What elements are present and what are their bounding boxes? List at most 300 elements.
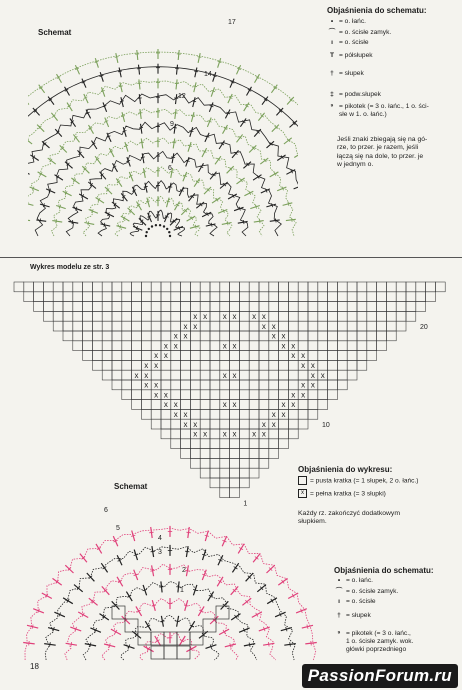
grid-cell: [210, 351, 220, 361]
grid-cell: [347, 341, 357, 351]
grid-cell: [24, 292, 34, 302]
stitch-bar: [211, 223, 212, 227]
grid-x-mark: x: [144, 370, 149, 380]
base-block: [164, 646, 177, 659]
grid-cell: [181, 341, 191, 351]
stitch-mark: [143, 168, 145, 178]
grid-cell: [318, 302, 328, 312]
stitch-bar: [175, 68, 179, 69]
grid-cell: [386, 311, 396, 321]
grid-cell: [298, 400, 308, 410]
stitch-bar: [259, 219, 260, 223]
grid-cell: [141, 311, 151, 321]
grid-cell: [171, 370, 181, 380]
grid-cell: [141, 390, 151, 400]
grid-cell: [92, 351, 102, 361]
grid-cell: [171, 419, 181, 429]
grid-cell: [181, 390, 191, 400]
grid-cell: [269, 429, 279, 439]
grid-cell: [141, 341, 151, 351]
grid-cell: [406, 311, 416, 321]
grid-cell: [122, 360, 132, 370]
grid-cell: [83, 282, 93, 292]
grid-cell: [337, 380, 347, 390]
grid-cell: [151, 321, 161, 331]
chain-dot: [151, 225, 153, 227]
stitch-mark: [198, 53, 200, 63]
grid-x-mark: x: [281, 410, 286, 419]
grid-cell: [259, 370, 269, 380]
grid-cell: [63, 282, 73, 292]
grid-cell: [288, 282, 298, 292]
grid-cell: [190, 302, 200, 312]
grid-cell: [279, 370, 289, 380]
grid-cell: [151, 341, 161, 351]
grid-cell: [426, 282, 436, 292]
grid-x-mark: x: [281, 331, 286, 341]
grid-cell: [386, 331, 396, 341]
grid-x-mark: x: [163, 341, 168, 351]
grid-x-mark: x: [154, 351, 159, 361]
grid-cell: [288, 370, 298, 380]
stitch-mark: [100, 72, 103, 82]
grid-cell: [200, 341, 210, 351]
top-note: Jeśli znaki zbiegają się na gó- rze, to przer. je razem, jeśli łączą się na dole, to przer. je w jednym o.: [337, 136, 428, 169]
grid-cell: [230, 380, 240, 390]
grid-cell: [230, 302, 240, 312]
grid-cell: [34, 292, 44, 302]
grid-cell: [249, 468, 259, 478]
grid-cell: [288, 380, 298, 390]
grid-cell: [298, 292, 308, 302]
grid-cell: [230, 390, 240, 400]
grid-cell: [308, 321, 318, 331]
stitch-bar: [152, 605, 156, 606]
top-legend-item: [325, 103, 429, 119]
grid-cell: [396, 282, 406, 292]
grid-cell: [200, 321, 210, 331]
grid-x-mark: x: [271, 410, 276, 419]
grid-x-mark: x: [154, 361, 159, 370]
grid-cell: [210, 419, 220, 429]
grid-cell: [161, 370, 171, 380]
grid-cell: [73, 311, 83, 321]
grid-cell: [249, 400, 259, 410]
grid-cell: [220, 331, 230, 341]
grid-cell: [190, 458, 200, 468]
bottom-legend-symbol: †: [337, 612, 341, 619]
grid-cell: [249, 360, 259, 370]
grid-cell: [53, 321, 63, 331]
grid-cell: [259, 302, 269, 312]
grid-cell: [200, 380, 210, 390]
stitch-mark: [75, 65, 79, 74]
grid-cell: [259, 360, 269, 370]
grid-cell: [200, 400, 210, 410]
stitch-bar: [268, 642, 269, 646]
grid-x-mark: x: [291, 390, 296, 400]
stitch-mark: [176, 94, 177, 104]
grid-cell: [210, 478, 220, 488]
grid-cell: [377, 321, 387, 331]
top-legend-text: = podw.słupek: [339, 91, 381, 98]
grid-cell: [249, 321, 259, 331]
top-legend-symbol: •: [330, 18, 334, 25]
stitch-mark: [141, 124, 142, 134]
grid-cell: [239, 302, 249, 312]
stitch-mark: [232, 150, 239, 158]
grid-cell: [200, 468, 210, 478]
grid-cell: [141, 282, 151, 292]
grid-cell: [171, 311, 181, 321]
grid-cell: [43, 292, 53, 302]
grid-cell: [181, 311, 191, 321]
grid-cell: [406, 302, 416, 312]
row-number: 2: [182, 567, 186, 574]
grid-cell: [171, 380, 181, 390]
stitch-bar: [311, 641, 312, 645]
grid-cell: [367, 282, 377, 292]
grid-cell: [220, 380, 230, 390]
grid-cell: [151, 292, 161, 302]
stitch-mark: [176, 79, 177, 89]
grid-x-mark: x: [232, 312, 237, 321]
grid-x-mark: x: [222, 429, 227, 439]
grid-x-mark: x: [183, 331, 188, 341]
grid-x-mark: x: [222, 400, 227, 410]
stitch-bar: [88, 221, 89, 225]
grid-cell: [132, 292, 142, 302]
grid-cell: [279, 439, 289, 449]
bottom-legend-text: = słupek: [346, 612, 371, 619]
grid-cell: [200, 458, 210, 468]
grid-cell: [239, 331, 249, 341]
grid-cell: [112, 321, 122, 331]
stitch-mark: [167, 198, 170, 208]
grid-cell: [347, 282, 357, 292]
stitch-bar: [50, 642, 51, 646]
grid-cell: [190, 390, 200, 400]
grid-cell: [200, 449, 210, 459]
grid-cell: [200, 292, 210, 302]
grid-cell: [416, 292, 426, 302]
top-crochet-diagram: [28, 14, 298, 262]
grid-cell: [92, 302, 102, 312]
grid-cell: [269, 351, 279, 361]
top-legend-item: [325, 91, 381, 99]
grid-cell: [200, 390, 210, 400]
grid-cell: [83, 351, 93, 361]
grid-cell: [308, 390, 318, 400]
grid-cell: [239, 380, 249, 390]
grid-x-mark: x: [291, 400, 296, 410]
grid-cell: [73, 321, 83, 331]
grid-cell: [269, 341, 279, 351]
grid-cell: [161, 321, 171, 331]
stitch-bar: [292, 218, 293, 222]
grid-x-mark: x: [193, 429, 198, 439]
stitch-mark: [211, 87, 214, 96]
grid-cell: [171, 360, 181, 370]
grid-cell: [328, 311, 338, 321]
top-legend-item: [325, 52, 373, 60]
grid-cell: [239, 468, 249, 478]
grid-cell: [161, 409, 171, 419]
chain-dot: [169, 235, 171, 237]
grid-cell: [269, 390, 279, 400]
grid-cell: [279, 302, 289, 312]
bottom-legend-text: = o. łańc.: [346, 577, 373, 584]
grid-cell: [357, 292, 367, 302]
grid-cell: [249, 419, 259, 429]
grid-x-mark: x: [173, 400, 178, 410]
grid-cell: [102, 370, 112, 380]
grid-cell: [190, 409, 200, 419]
stitch-mark: [186, 157, 189, 166]
grid-cell: [318, 380, 328, 390]
grid-cell: [239, 321, 249, 331]
bottom-legend-item: [332, 630, 413, 655]
grid-cell: [239, 400, 249, 410]
grid-cell: [259, 292, 269, 302]
grid-cell: [386, 292, 396, 302]
stitch-mark: [213, 72, 216, 82]
grid-cell: [347, 311, 357, 321]
grid-cell: [132, 321, 142, 331]
grid-cell: [220, 360, 230, 370]
grid-cell: [357, 302, 367, 312]
section-divider-top: [0, 257, 462, 258]
grid-cell: [190, 282, 200, 292]
grid-cell: [63, 292, 73, 302]
stitch-mark: [88, 182, 96, 189]
grid-cell: [357, 351, 367, 361]
grid-cell: [328, 370, 338, 380]
grid-cell: [279, 360, 289, 370]
grid-cell: [141, 331, 151, 341]
stitch-mark: [270, 220, 280, 221]
stitch-bar: [146, 201, 150, 202]
grid-cell: [181, 370, 191, 380]
chain-dot: [146, 231, 148, 233]
grid-cell: [43, 282, 53, 292]
grid-cell: [337, 321, 347, 331]
grid-cell: [328, 360, 338, 370]
grid-cell: [318, 360, 328, 370]
grid-cell: [288, 292, 298, 302]
stitch-bar: [276, 219, 277, 223]
grid-cell: [161, 302, 171, 312]
stitch-bar: [193, 86, 197, 87]
grid-cell: [249, 458, 259, 468]
stitch-bar: [272, 203, 273, 207]
grid-cell: [279, 311, 289, 321]
grid-cell: [318, 292, 328, 302]
grid-cell: [112, 311, 122, 321]
grid-x-mark: x: [232, 429, 237, 439]
grid-cell: [102, 321, 112, 331]
grid-cell: [269, 439, 279, 449]
stitch-bar: [307, 625, 308, 629]
grid-cell: [279, 429, 289, 439]
grid-cell: [73, 331, 83, 341]
grid-cell: [220, 419, 230, 429]
chart-legend-empty: = pusta kratka (= 1 słupek, 2 o. łańc.): [298, 476, 419, 485]
grid-cell: [122, 341, 132, 351]
grid-cell: [190, 341, 200, 351]
stitch-bar: [150, 570, 154, 571]
grid-cell: [210, 439, 220, 449]
grid-cell: [161, 380, 171, 390]
grid-x-mark: x: [193, 321, 198, 331]
grid-cell: [288, 302, 298, 312]
grid-cell: [181, 449, 191, 459]
grid-cell: [151, 302, 161, 312]
grid-x-mark: x: [271, 419, 276, 429]
grid-cell: [83, 292, 93, 302]
grid-cell: [328, 341, 338, 351]
grid-cell: [288, 429, 298, 439]
grid-cell: [122, 292, 132, 302]
grid-row-number: 1: [243, 500, 248, 508]
bottom-legend-text: = o. ścisłe zamyk.: [346, 588, 399, 595]
grid-cell: [396, 302, 406, 312]
stitch-mark: [210, 172, 216, 180]
grid-cell: [298, 370, 308, 380]
stitch-mark: [68, 221, 78, 223]
stitch-bar: [288, 202, 289, 206]
grid-x-mark: x: [173, 410, 178, 419]
top-legend-symbol: †: [330, 70, 334, 77]
grid-cell: [318, 321, 328, 331]
grid-cell: [92, 331, 102, 341]
grid-cell: [181, 292, 191, 302]
stitch-bar: [138, 98, 142, 99]
stitch-bar: [142, 172, 146, 173]
grid-x-mark: x: [163, 390, 168, 400]
grid-cell: [220, 292, 230, 302]
stitch-bar: [109, 643, 110, 647]
chart-title: Wykres modelu ze str. 3: [30, 264, 110, 271]
grid-cell: [122, 370, 132, 380]
x-square-icon: x: [298, 489, 307, 498]
stitch-mark: [148, 213, 152, 222]
grid-cell: [239, 478, 249, 488]
grid-cell: [298, 302, 308, 312]
stitch-mark: [141, 139, 143, 149]
grid-x-mark: x: [261, 429, 266, 439]
grid-cell: [53, 302, 63, 312]
stitch-mark: [178, 50, 179, 60]
stitch-bar: [185, 551, 189, 552]
grid-cell: [347, 351, 357, 361]
grid-cell: [288, 331, 298, 341]
stitch-bar: [138, 113, 142, 114]
stitch-mark: [105, 187, 112, 194]
grid-cell: [132, 311, 142, 321]
stitch-bar: [227, 221, 228, 225]
grid-cell: [337, 360, 347, 370]
grid-cell: [230, 360, 240, 370]
grid-cell: [210, 302, 220, 312]
stitch-bar: [249, 643, 250, 647]
grid-cell: [102, 292, 112, 302]
grid-cell: [239, 292, 249, 302]
grid-cell: [112, 370, 122, 380]
stitch-bar: [90, 643, 91, 647]
grid-cell: [416, 282, 426, 292]
grid-cell: [102, 360, 112, 370]
stitch-bar: [160, 621, 164, 622]
grid-cell: [259, 341, 269, 351]
bottom-legend-item: [332, 598, 376, 606]
stitch-mark: [137, 50, 138, 60]
grid-cell: [83, 341, 93, 351]
grid-x-mark: x: [222, 370, 227, 380]
grid-cell: [181, 380, 191, 390]
grid-cell: [151, 409, 161, 419]
top-legend-symbol: ‡: [330, 91, 334, 98]
grid-cell: [210, 331, 220, 341]
grid-cell: [181, 400, 191, 410]
grid-cell: [279, 321, 289, 331]
chain-dot: [159, 224, 161, 226]
grid-cell: [249, 370, 259, 380]
grid-cell: [210, 409, 220, 419]
grid-cell: [249, 439, 259, 449]
grid-cell: [200, 360, 210, 370]
grid-row-number: 20: [420, 324, 428, 332]
grid-cell: [406, 292, 416, 302]
grid-cell: [328, 282, 338, 292]
grid-cell: [377, 292, 387, 302]
grid-x-mark: x: [144, 361, 149, 370]
grid-cell: [269, 370, 279, 380]
grid-cell: [181, 351, 191, 361]
stitch-bar: [137, 68, 141, 69]
grid-cell: [200, 351, 210, 361]
grid-cell: [220, 390, 230, 400]
stitch-bar: [56, 219, 57, 223]
grid-cell: [122, 282, 132, 292]
grid-cell: [259, 380, 269, 390]
stitch-mark: [173, 139, 175, 149]
grid-cell: [141, 302, 151, 312]
stitch-mark: [172, 153, 174, 163]
grid-cell: [210, 292, 220, 302]
top-legend-title: Objaśnienia do schematu:: [327, 6, 427, 15]
grid-cell: [367, 302, 377, 312]
grid-cell: [102, 351, 112, 361]
grid-cell: [288, 360, 298, 370]
grid-cell: [347, 331, 357, 341]
grid-cell: [386, 321, 396, 331]
grid-x-mark: x: [271, 321, 276, 331]
grid-x-mark: x: [183, 410, 188, 419]
grid-cell: [318, 282, 328, 292]
grid-x-mark: x: [173, 331, 178, 341]
grid-cell: [43, 302, 53, 312]
grid-cell: [112, 341, 122, 351]
grid-cell: [141, 321, 151, 331]
grid-cell: [141, 351, 151, 361]
top-legend-symbol: T: [329, 52, 335, 59]
grid-cell: [269, 400, 279, 410]
grid-cell: [112, 302, 122, 312]
grid-cell: [132, 341, 142, 351]
grid-cell: [220, 321, 230, 331]
grid-cell: [318, 341, 328, 351]
